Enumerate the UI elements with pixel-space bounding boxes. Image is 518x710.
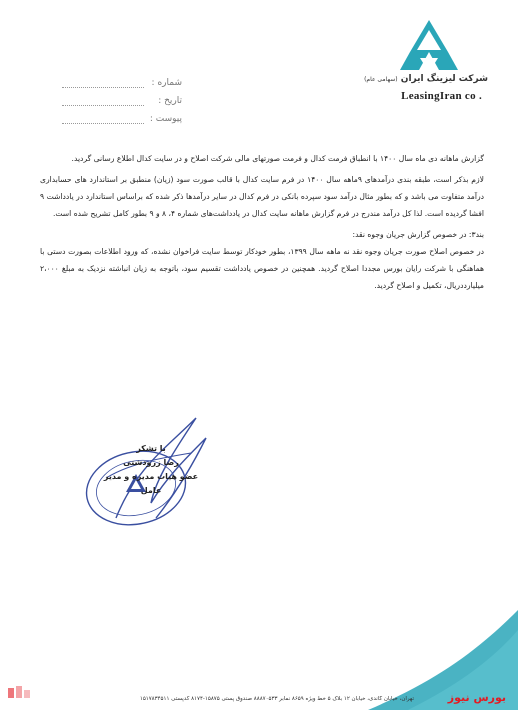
- closing-text: با تشکر: [136, 444, 166, 453]
- company-name-en: LeasingIran co .: [401, 90, 482, 102]
- company-logo-icon: [392, 18, 466, 72]
- letter-meta: [62, 74, 182, 128]
- letter-body: [40, 150, 484, 298]
- attachment-field: پیوست :: [62, 110, 182, 128]
- section-heading-3: بند۳: در خصوص گزارش جریان وجوه نقد:: [352, 230, 484, 239]
- watermark-logo-icon: [6, 684, 40, 700]
- footer-address: تهران، خیابان گاندی، خیابان ۱۲ بلاک ۵ خط ویژه ۸۶۵۹ نمابر ۸۸۸۷۰۵۳۳ صندوق پستی ۱۵۸۷۵-۸۱۷۴ کدپستی ۱۵۱۷۸۳۴۵۱۱: [139, 696, 414, 702]
- signature-block: [96, 442, 206, 498]
- company-name-fa: شرکت لیزینگ ایران (سهامی عام): [364, 74, 488, 84]
- paragraph-2: لازم بذکر است، طبقه بندی درآمدهای ۹ماهه سال ۱۴۰۰ در فرم سایت کدال با قالب صورت سود (زیان) منطبق بر استاندارد های حسابداری درآمد متفاوت می باشد و که بطور مثال درآمد سود سپرده بانکی در فرم کدال در سایر درآمدها ذکر شده که براساس استاندارد در یادداشت ۹ افشا گردیده است. لذا کل درآمد مندرج در فرم گزارش ماهانه سایت کدال در یادداشت‌های شماره ۴، ۸ و ۹ بطور کامل تشریح شده است.: [40, 175, 484, 218]
- paragraph-3: در خصوص اصلاح صورت جریان وجوه نقد نه ماهه سال ۱۳۹۹، بطور خودکار توسط سایت فراخوان نشده، که ورود اطلاعات بصورت دستی با هماهنگی با شرکت رایان بورس مجددا اصلاح گردید. همچنین در خصوص یادداشت تقسیم سود، باتوجه به زیان انباشته نزدیک به مبلغ ۲،۰۰۰ میلیارددریال، تکمیل و اصلاح گردید.: [40, 247, 484, 290]
- number-field: شماره :: [62, 74, 182, 92]
- date-field: تاریخ :: [62, 92, 182, 110]
- paragraph-1: گزارش ماهانه دی ماه سال ۱۴۰۰ با انطباق فرمت کدال و فرمت صورتهای مالی شرکت اصلاح و در سایت کدال اطلاع رسانی گردید.: [71, 154, 484, 163]
- signer-title: عضو هیات مدیره و مدیر عامل: [103, 472, 199, 495]
- source-watermark: بورس نیوز: [447, 691, 506, 704]
- signer-name: رضا زرودشتی: [123, 458, 179, 467]
